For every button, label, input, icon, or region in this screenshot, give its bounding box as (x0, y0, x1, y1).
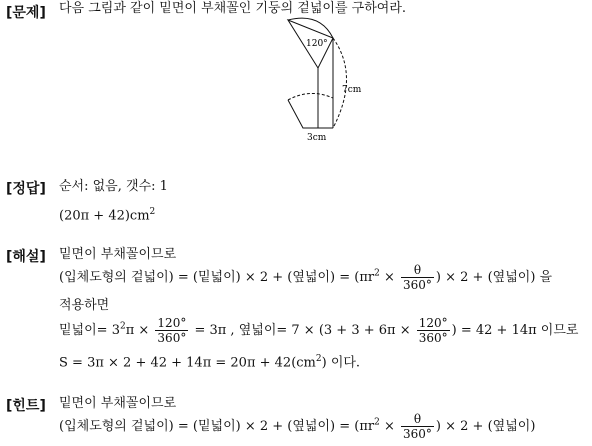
height-label: 7cm (342, 85, 362, 95)
fraction: $\frac{\theta}{360^\circ}$ (403, 263, 432, 292)
hint-line-2: (입체도형의 겉넓이) = (밑넓이) × 2 + (옆넓이) = ($\pi r^2$ × $\frac{\theta}{360^\circ}$ ) × 2 + (옆넓이) (59, 412, 536, 441)
answer-line-1: 순서: 없음, 갯수: 1 (59, 179, 168, 194)
fraction: $\frac{120^\circ}{360^\circ}$ (157, 316, 187, 345)
answer-tag: [정답] (6, 181, 46, 197)
explanation-line-5: $S = 3\pi \times 2 + 42 + 14\pi = 20\pi + 42(cm^2)$ 이다. (59, 354, 361, 371)
answer-line-2-text: (20π + 42)cm (59, 208, 150, 224)
explanation-line-1: 밑면이 부채꼴이므로 (59, 247, 177, 262)
problem-tag: [문제] (6, 5, 46, 21)
angle-label: 120° (306, 39, 328, 49)
problem-text: 다음 그림과 같이 밑면이 부채꼴인 기둥의 겉넓이를 구하여라. (59, 1, 407, 16)
fraction: $\frac{120^\circ}{360^\circ}$ (418, 316, 448, 345)
explanation-line-3: 적용하면 (59, 298, 110, 313)
hint-tag: [힌트] (6, 398, 46, 414)
explanation-tag: [해설] (6, 249, 46, 265)
answer-line-2 (59, 203, 155, 225)
hint-line-1: 밑면이 부채꼴이므로 (59, 396, 177, 411)
fraction: $\frac{\theta}{360^\circ}$ (403, 412, 432, 441)
explanation-line-4: 밑넓이= $3^2\pi$ × $\frac{120^\circ}{360^\circ}$ = 3π , 옆넓이= 7 × (3 + 3 + 6π × $\frac{120^\circ}{360^\circ}$ ) = 42 + 14π 이므로 (59, 316, 579, 345)
answer-line-2-sup: 2 (149, 207, 156, 217)
sector-prism-figure (280, 16, 420, 151)
radius-label: 3cm (307, 133, 327, 143)
explanation-line-2: (입체도형의 겉넓이) = (밑넓이) × 2 + (옆넓이) = ($\pi r^2$ × $\frac{\theta}{360^\circ}$ ) × 2 + (옆넓이) 을 (59, 263, 553, 292)
